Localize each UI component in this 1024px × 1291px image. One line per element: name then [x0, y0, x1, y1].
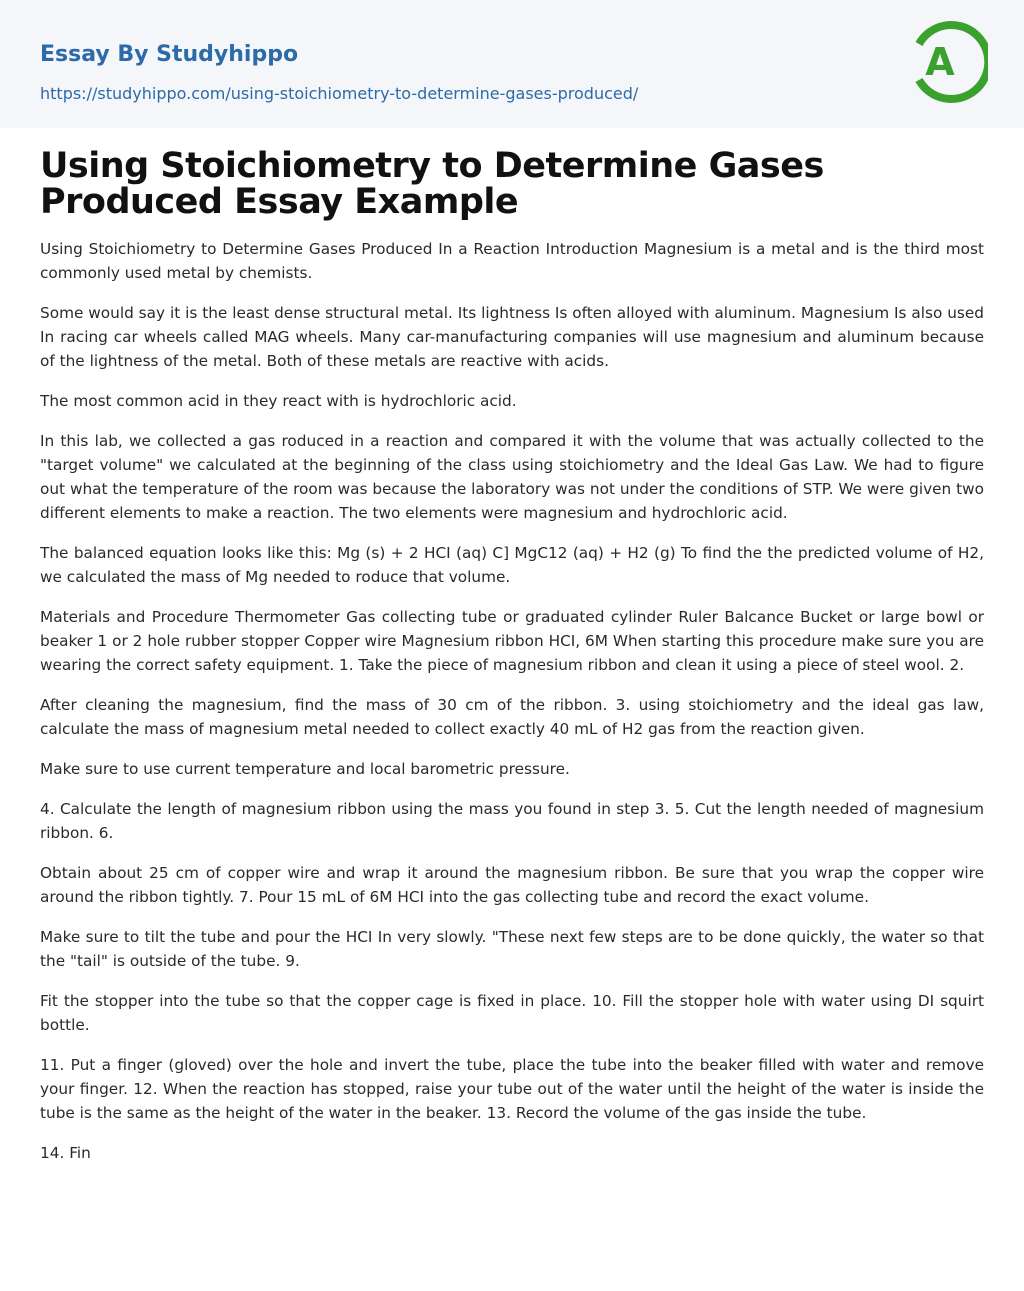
paragraph: Fit the stopper into the tube so that the copper cage is fixed in place. 10. Fill the stopper hole with water using DI squirt bottle.: [40, 992, 984, 1034]
paragraph: The most common acid in they react with is hydrochloric acid.: [40, 392, 517, 410]
paragraph: 11. Put a finger (gloved) over the hole and invert the tube, place the tube into the beaker filled with water and remove your finger. 12. When the reaction has stopped, raise your tube out of the water until the height of the water is inside the tube is the same as the height of the water in the beaker. 13. Record the volume of the gas inside the tube.: [40, 1056, 984, 1122]
site-header: [0, 0, 1024, 128]
paragraph: Using Stoichiometry to Determine Gases Produced In a Reaction Introduction Magnesium is a metal and is the third most commonly used metal by chemists.: [40, 240, 984, 282]
page-title: Using Stoichiometry to Determine Gases Produced Essay Example: [40, 146, 824, 222]
paragraph: Some would say it is the least dense structural metal. Its lightness Is often alloyed with aluminum. Magnesium Is also used In racing car wheels called MAG wheels. Many car-manufacturing companies will use magnesium and aluminum because of the lightness of the metal. Both of these metals are reactive with acids.: [40, 304, 984, 370]
paragraph: 4. Calculate the length of magnesium ribbon using the mass you found in step 3. 5. Cut the length needed of magnesium ribbon. 6.: [40, 800, 984, 842]
source-url-link[interactable]: https://studyhippo.com/using-stoichiometry-to-determine-gases-produced/: [40, 84, 639, 103]
article-body: [40, 237, 984, 1165]
paragraph: Materials and Procedure Thermometer Gas collecting tube or graduated cylinder Ruler Balcance Bucket or large bowl or beaker 1 or 2 hole rubber stopper Copper wire Magnesium ribbon HCI, 6M When starting this procedure make sure you are wearing the correct safety equipment. 1. Take the piece of magnesium ribbon and clean it using a piece of steel wool. 2.: [40, 608, 984, 674]
paragraph: Make sure to use current temperature and local barometric pressure.: [40, 760, 570, 778]
paragraph: 14. Fin: [40, 1144, 91, 1162]
paragraph: Make sure to tilt the tube and pour the HCI In very slowly. "These next few steps are to be done quickly, the water so that the "tail" is outside of the tube. 9.: [40, 928, 984, 970]
paragraph: In this lab, we collected a gas roduced in a reaction and compared it with the volume that was actually collected to the "target volume" we calculated at the beginning of the class using stoichiometry and the Ideal Gas Law. We had to figure out what the temperature of the room was because the laboratory was not under the conditions of STP. We were given two different elements to make a reaction. The two elements were magnesium and hydrochloric acid.: [40, 432, 984, 522]
paragraph: Obtain about 25 cm of copper wire and wrap it around the magnesium ribbon. Be sure that you wrap the copper wire around the ribbon tightly. 7. Pour 15 mL of 6M HCI into the gas collecting tube and record the exact volume.: [40, 864, 984, 906]
paragraph: The balanced equation looks like this: Mg (s) + 2 HCI (aq) C] MgC12 (aq) + H2 (g) To find the the predicted volume of H2, we calculated the mass of Mg needed to roduce that volume.: [40, 544, 984, 586]
logo-letter: A: [925, 40, 955, 84]
article: [0, 148, 1024, 1165]
studyhippo-logo-icon[interactable]: [910, 18, 988, 106]
brand-title[interactable]: Essay By Studyhippo: [40, 42, 299, 67]
paragraph: After cleaning the magnesium, find the mass of 30 cm of the ribbon. 3. using stoichiometry and the ideal gas law, calculate the mass of magnesium metal needed to collect exactly 40 mL of H2 gas from the reaction given.: [40, 696, 984, 738]
